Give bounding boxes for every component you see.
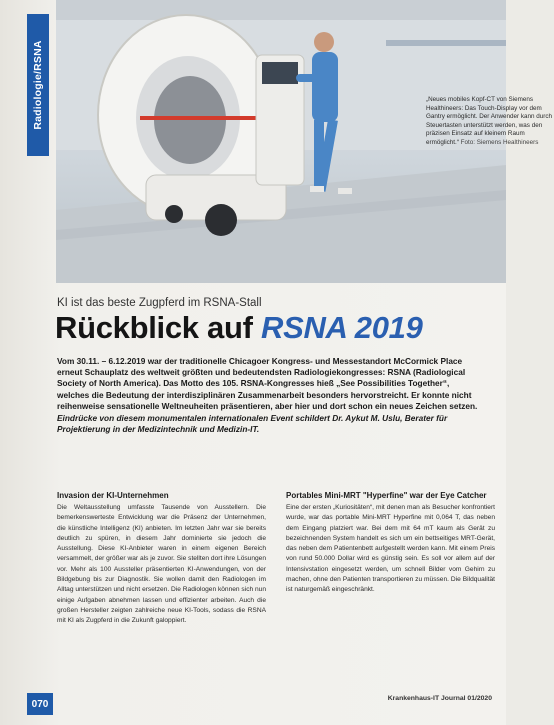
page-number: 070 — [27, 693, 53, 715]
article-kicker: KI ist das beste Zugpferd im RSNA-Stall — [57, 297, 262, 309]
section-tab — [27, 14, 49, 156]
left-column-heading: Invasion der KI-Unternehmen — [57, 491, 169, 500]
headline-accent: RSNA 2019 — [260, 310, 423, 345]
hero-photo — [56, 0, 552, 283]
caption-source: Foto: Siemens Healthineers — [460, 138, 539, 146]
caption-quote: „Neues mobiles Kopf-CT von Siemens Healthineers: Das Touch-Display vor dem Gantry ermöglicht. Der Anwender kann durch Steuertasten unterstützt werden, was den präzisen Einsatz auf kleinem Raum ermöglicht.“ — [426, 96, 552, 146]
article-lead — [57, 356, 483, 435]
right-column — [286, 491, 495, 596]
publication-name: Krankenhaus-IT Journal 01/2020 — [387, 695, 492, 702]
left-column-body: Die Weltausstellung umfasste Tausende von Ausstellern. Die bemerkenswerteste Entwicklung war die Präsenz der Unternehmen, die künstliche Intelligenz (KI) anbieten. Im letzten Jahr war sie bereits deutlich zu spüren, in diesem Jahr dominierte sie jedoch die Ausstellung. Diese KI-Anbieter waren in einem eigenen Bereich versammelt, der größer war als je zuvor. Sie stellten dort ihre Lösungen vor. Mehr als 100 Aussteller präsentierten KI-Anwendungen, von der Bildgebung bis zur Diagnostik. Sie wollen damit den Radiologen im Alltag unterstützen und nicht ersetzen. Die Radiologen können sich nun einige Aufgaben abnehmen lassen und effizienter arbeiten. Auch die großen Hersteller zeigten zahlreiche neue KI-Tools, sodass die RSNA mit KI als Zugpferd in die Zukunft galoppiert. — [57, 504, 266, 625]
article-headline — [55, 310, 423, 346]
headline-main: Rückblick auf — [55, 310, 261, 345]
photo-caption — [426, 96, 554, 148]
left-column — [57, 491, 266, 627]
lead-intro: Eindrücke von diesem monumentalen internationalen Event schildert Dr. Aykut M. Uslu, Berater für Projektierung in der Medizintechnik und Medizin-IT. — [57, 413, 448, 435]
right-column-body: Eine der ersten „Kuriositäten“, mit denen man als Besucher konfrontiert wurde, war das portable Mini-MRT Hyperfine mit 0,064 T, das neben dem Eingang platziert war. Bei dem mit 64 mT kaum als Gerät zu bezeichnenden System handelt es sich um ein bettseitiges MRT-Gerät, das neben dem Patientenbett aufgestellt werden kann. Mit einem Preis von rund 50.000 Dollar wird es günstig sein. Es soll vor allem auf der Intensivstation eingesetzt werden, um schnell Bilder vom Gehirn zu machen, ohne den Patienten transportieren zu müssen. Die Bildqualität ist naturgemäß eingeschränkt. — [286, 504, 495, 594]
section-tab-label: Radiologie/RSNA — [32, 40, 44, 130]
lead-paragraph: Vom 30.11. – 6.12.2019 war der traditionelle Chicagoer Kongress- und Messestandort McCormick Place erneut Schauplatz des weltweit größten und bedeutendsten Radiologiekongresses: RSNA (Radiological Society of North America). Das Motto des 105. RSNA-Kongresses hieß „See Possibilities Together“, welches die Bedeutung der interdisziplinären Zusammenarbeit besonders hervorstreicht. Er konnte nicht reihenweise sensationelle Weltneuheiten präsentieren, aber hier und dort schon ein neues Zeichen setzen. — [57, 356, 478, 411]
right-column-heading: Portables Mini-MRT "Hyperfine" war der Eye Catcher — [286, 491, 487, 500]
